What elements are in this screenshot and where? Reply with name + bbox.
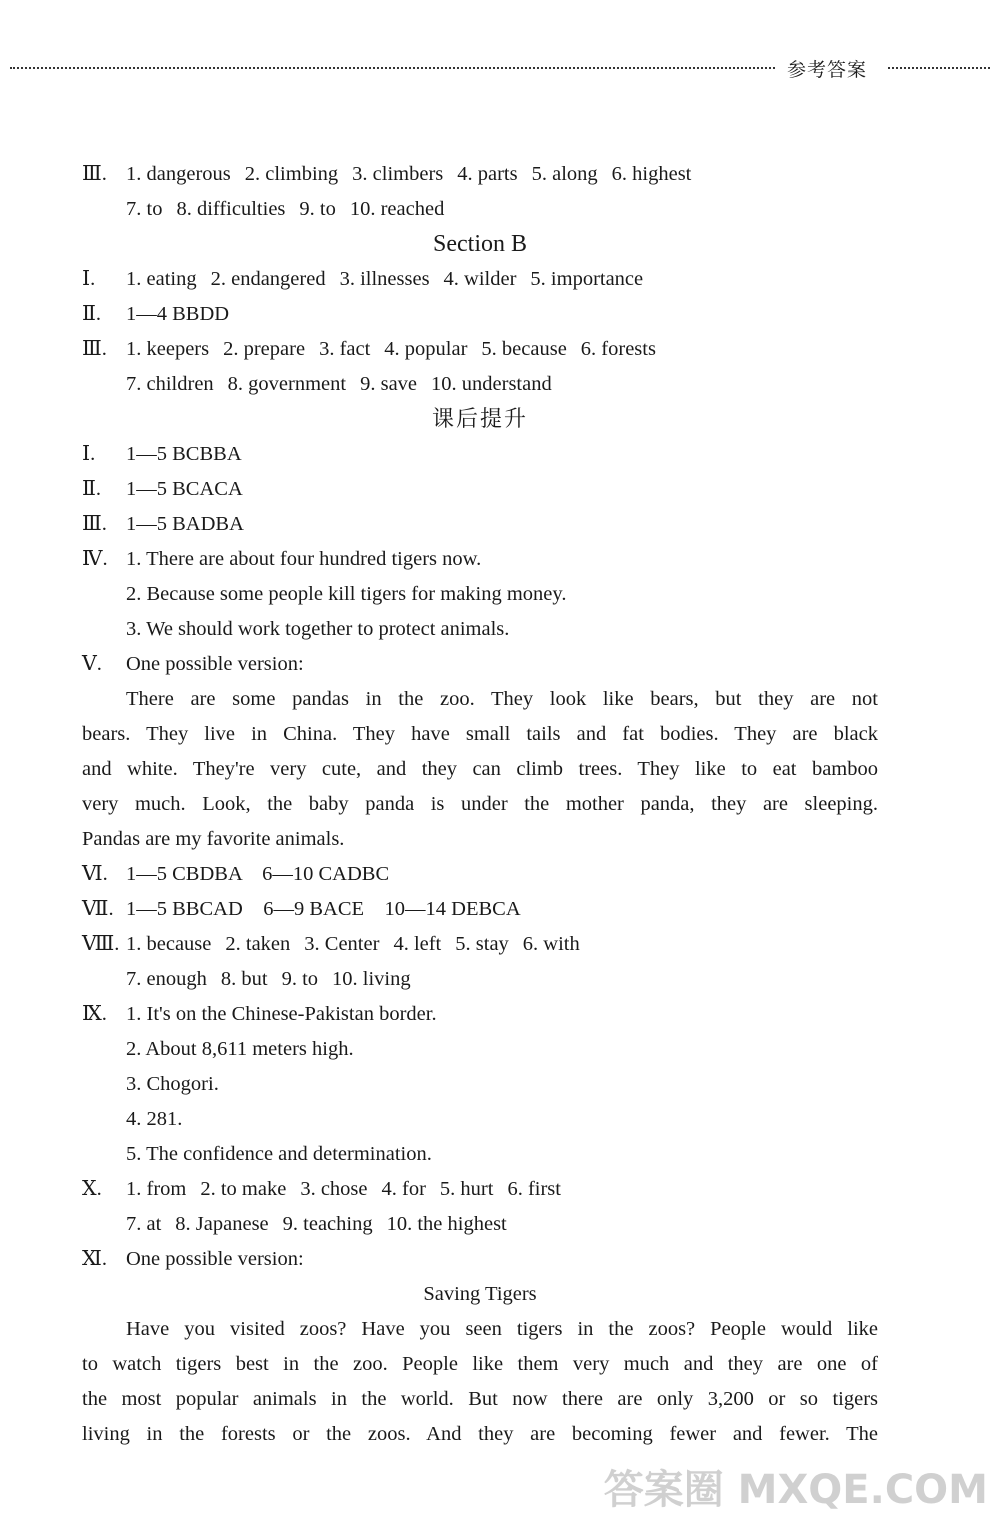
answer-line xyxy=(82,1102,878,1137)
paragraph-line: to watch tigers best in the zoo. People like them very much and they are one of xyxy=(82,1353,878,1375)
exercise-row-continued xyxy=(82,1207,878,1242)
answer-item: 9. save xyxy=(360,373,418,395)
answer-item: 5. stay xyxy=(455,933,509,955)
section-heading: Section B xyxy=(433,231,527,257)
exercise-row xyxy=(82,927,878,962)
answer-items xyxy=(126,367,552,402)
answer-item: 2. endangered xyxy=(210,268,326,290)
answer-item: 4. popular xyxy=(384,338,468,360)
answer-item: 8. government xyxy=(227,373,347,395)
answer-item: 9. teaching xyxy=(282,1213,373,1235)
answer-items xyxy=(126,262,643,297)
section-heading: 课后提升 xyxy=(431,407,528,432)
answer-line xyxy=(82,1067,878,1102)
answer-item: 2. prepare xyxy=(223,338,306,360)
answer-item: 3. Center xyxy=(304,933,380,955)
answer-item: 6. forests xyxy=(580,338,656,360)
exercise-number: Ⅵ. xyxy=(82,863,108,885)
answer-item: 4. left xyxy=(393,933,442,955)
answer-text: One possible version: xyxy=(126,653,304,675)
answer-item: 8. but xyxy=(220,968,268,990)
paragraph-line: living in the forests or the zoos. And they are becoming fewer and fewer. The xyxy=(82,1423,878,1445)
answer-text: 1—5 BADBA xyxy=(126,513,244,535)
exercise-row xyxy=(82,1172,878,1207)
answer-item: 10. living xyxy=(332,968,411,990)
paragraph-line: Pandas are my favorite animals. xyxy=(82,828,345,850)
answer-line xyxy=(82,542,878,577)
answer-item: 5. hurt xyxy=(439,1178,494,1200)
answer-item: 10. reached xyxy=(349,198,445,220)
answer-item: 5. along xyxy=(531,163,598,185)
answer-items xyxy=(126,157,691,192)
answer-text: 1. It's on the Chinese-Pakistan border. xyxy=(126,1003,437,1025)
exercise-number: Ⅴ. xyxy=(82,653,102,675)
section-heading: Saving Tigers xyxy=(423,1283,537,1305)
answer-item: 2. to make xyxy=(200,1178,287,1200)
exercise-row xyxy=(82,332,878,367)
answer-item: 4. for xyxy=(381,1178,426,1200)
answer-item: 8. difficulties xyxy=(176,198,286,220)
answer-item: 5. importance xyxy=(530,268,644,290)
answer-items xyxy=(126,332,656,367)
answer-items xyxy=(126,1172,561,1207)
answer-item: 7. to xyxy=(126,198,163,220)
answer-text: 1—4 BBDD xyxy=(126,303,230,325)
answer-text: 1. There are about four hundred tigers now. xyxy=(126,548,482,570)
answer-text: 3. Chogori. xyxy=(126,1073,219,1095)
answer-item: 1. from xyxy=(126,1178,187,1200)
exercise-row xyxy=(82,647,878,682)
exercise-row xyxy=(82,507,878,542)
answer-item: 3. climbers xyxy=(352,163,444,185)
exercise-row xyxy=(82,892,878,927)
exercise-row xyxy=(82,297,878,332)
answer-items xyxy=(126,1207,507,1242)
answer-item: 6. first xyxy=(507,1178,561,1200)
exercise-number: Ⅰ. xyxy=(82,268,96,290)
answer-item: 1. keepers xyxy=(126,338,210,360)
answer-item: 7. enough xyxy=(126,968,207,990)
answer-key-content xyxy=(82,157,878,1452)
answer-item: 3. fact xyxy=(319,338,371,360)
exercise-number: Ⅱ. xyxy=(82,303,102,325)
answer-item: 9. to xyxy=(299,198,336,220)
answer-text: 5. The confidence and determination. xyxy=(126,1143,432,1165)
exercise-number: Ⅶ. xyxy=(82,898,114,920)
answer-item: 3. chose xyxy=(300,1178,368,1200)
answer-text: 1—5 CBDBA 6—10 CADBC xyxy=(126,863,390,885)
exercise-number: Ⅲ. xyxy=(82,338,107,360)
paragraph-line: There are some pandas in the zoo. They look like bears, but they are not xyxy=(126,688,878,710)
exercise-row-continued xyxy=(82,962,878,997)
answer-text: 3. We should work together to protect animals. xyxy=(126,618,510,640)
exercise-number: Ⅲ. xyxy=(82,513,107,535)
exercise-number: Ⅷ. xyxy=(82,933,120,955)
watermark: 答案圈 MXQE.COM xyxy=(603,1467,988,1513)
paragraph-line: Have you visited zoos? Have you seen tigers in the zoos? People would like xyxy=(126,1318,878,1340)
exercise-row xyxy=(82,437,878,472)
exercise-number: Ⅹ. xyxy=(82,1178,102,1200)
exercise-number: Ⅺ. xyxy=(82,1248,107,1270)
answer-item: 9. to xyxy=(281,968,319,990)
paragraph-line: bears. They live in China. They have small tails and fat bodies. They are black xyxy=(82,723,878,745)
answer-item: 2. climbing xyxy=(244,163,339,185)
answer-item: 4. wilder xyxy=(443,268,517,290)
answer-line xyxy=(82,577,878,612)
answer-item: 3. illnesses xyxy=(339,268,430,290)
exercise-number: Ⅲ. xyxy=(82,163,107,185)
exercise-row-continued xyxy=(82,192,878,227)
answer-item: 8. Japanese xyxy=(175,1213,269,1235)
exercise-row xyxy=(82,472,878,507)
answer-text: 1—5 BCBBA xyxy=(126,443,242,465)
answer-line xyxy=(82,997,878,1032)
answer-item: 10. understand xyxy=(431,373,552,395)
exercise-row xyxy=(82,1242,878,1277)
header-dotted-rule-right xyxy=(888,67,990,69)
answer-item: 7. at xyxy=(126,1213,162,1235)
answer-items xyxy=(126,192,444,227)
exercise-row xyxy=(82,857,878,892)
answer-line xyxy=(82,1032,878,1067)
exercise-number: Ⅱ. xyxy=(82,478,102,500)
header-dotted-rule-left xyxy=(10,67,775,69)
paragraph-line: the most popular animals in the world. But now there are only 3,200 or so tigers xyxy=(82,1388,878,1410)
exercise-row xyxy=(82,262,878,297)
answer-item: 1. eating xyxy=(126,268,197,290)
paragraph-line: and white. They're very cute, and they can climb trees. They like to eat bamboo xyxy=(82,758,878,780)
answer-item: 10. the highest xyxy=(386,1213,507,1235)
paragraph-line: very much. Look, the baby panda is under the mother panda, they are sleeping. xyxy=(82,793,878,815)
answer-text: One possible version: xyxy=(126,1248,304,1270)
answer-item: 4. parts xyxy=(457,163,518,185)
exercise-number: Ⅰ. xyxy=(82,443,96,465)
answer-text: 4. 281. xyxy=(126,1108,183,1130)
answer-item: 2. taken xyxy=(225,933,291,955)
answer-items xyxy=(126,962,411,997)
answer-item: 5. because xyxy=(481,338,567,360)
answer-item: 1. dangerous xyxy=(126,163,231,185)
exercise-row xyxy=(82,157,878,192)
exercise-row-continued xyxy=(82,367,878,402)
answer-line xyxy=(82,1137,878,1172)
answer-text: 1—5 BBCAD 6—9 BACE 10—14 DEBCA xyxy=(126,898,521,920)
answer-item: 6. highest xyxy=(611,163,692,185)
answer-item: 1. because xyxy=(126,933,212,955)
exercise-number: Ⅸ. xyxy=(82,1003,107,1025)
answer-text: 1—5 BCACA xyxy=(126,478,243,500)
answer-text: 2. Because some people kill tigers for making money. xyxy=(126,583,567,605)
answer-item: 7. children xyxy=(126,373,214,395)
answer-text: 2. About 8,611 meters high. xyxy=(126,1038,354,1060)
answer-item: 6. with xyxy=(522,933,580,955)
page-header-title: 参考答案 xyxy=(787,59,868,81)
answer-items xyxy=(126,927,580,962)
answer-line xyxy=(82,612,878,647)
exercise-number: Ⅳ. xyxy=(82,548,108,570)
